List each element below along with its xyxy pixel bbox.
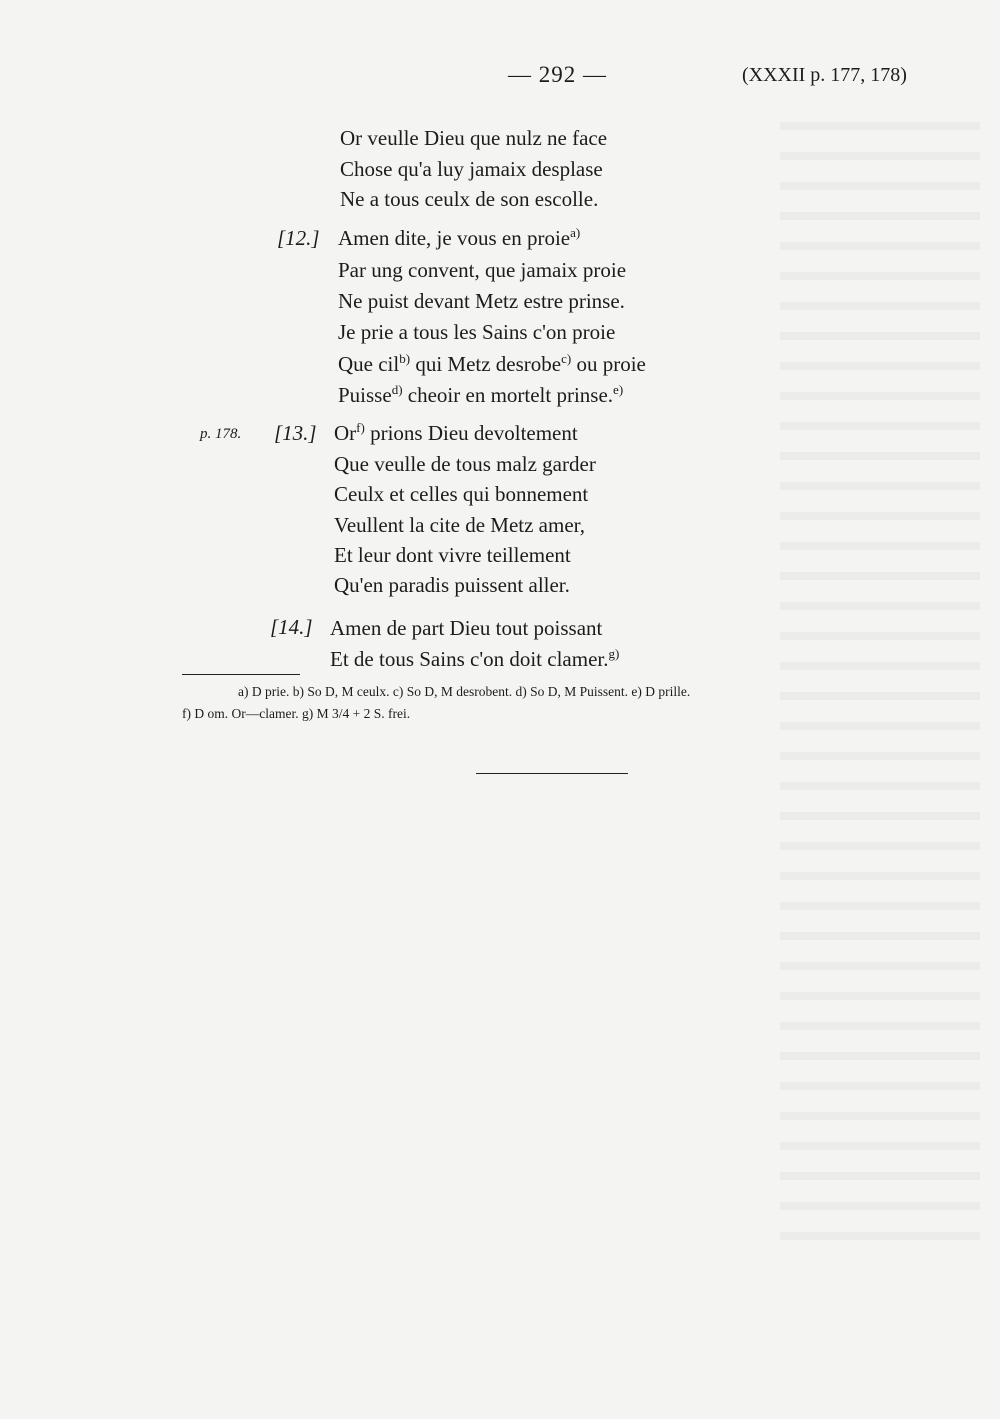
page-marker: p. 178. (200, 426, 242, 442)
verse-line: Or veulle Dieu que nulz ne face (340, 126, 608, 150)
footnote-mark: e) (613, 382, 624, 397)
verse-text: qui Metz desrobe (415, 352, 562, 376)
verse-line: Par ung convent, que jamaix proie (338, 258, 627, 282)
verse-line (330, 645, 619, 673)
verse-line: Amen de part Dieu tout poissant (330, 616, 603, 640)
verse-text: Puisse (338, 383, 392, 407)
verse-text: Et de tous Sains c'on doit clamer. (330, 647, 609, 671)
footnote-mark: b) (399, 351, 411, 366)
footnote-line: f) D om. Or—clamer. g) M 3/4 + 2 S. frei. (182, 706, 411, 721)
verse-line: Chose qu'a luy jamaix desplase (340, 157, 603, 181)
verse-line (334, 419, 578, 447)
footnote-mark: f) (356, 420, 365, 435)
verse-text: Amen dite, je vous en proie (338, 226, 571, 250)
footnote-mark: d) (391, 382, 403, 397)
verse-line: Veullent la cite de Metz amer, (334, 513, 586, 537)
stanza-number: [13.] (274, 421, 317, 445)
verse-text: prions Dieu devoltement (370, 421, 578, 445)
verse-line: Je prie a tous les Sains c'on proie (338, 320, 616, 344)
footnote-mark: g) (608, 646, 620, 661)
verse-text: cheoir en mortelt prinse. (407, 383, 614, 407)
verse-line: Et leur dont vivre teillement (334, 543, 571, 567)
section-divider (476, 773, 628, 774)
verse-line: Ne a tous ceulx de son escolle. (340, 187, 599, 211)
footnote-mark: c) (561, 351, 572, 366)
verse-line: Ne puist devant Metz estre prinse. (338, 289, 625, 313)
verse-line (338, 350, 646, 378)
show-through-shadow (780, 100, 980, 1250)
verse-line (338, 224, 580, 252)
footnote-rule (182, 674, 300, 675)
verse-text: ou proie (576, 352, 646, 376)
stanza-number: [12.] (277, 226, 320, 250)
verse-text: Or (334, 421, 357, 445)
footnote-line: a) D prie. b) So D, M ceulx. c) So D, M desrobent. d) So D, M Puissent. e) D prille. (238, 684, 691, 699)
section-reference: (XXXII p. 177, 178) (742, 64, 907, 86)
verse-line (338, 381, 623, 409)
page-number: — 292 — (508, 62, 607, 87)
verse-line: Que veulle de tous malz garder (334, 452, 596, 476)
running-head (0, 62, 1000, 92)
verse-line: Qu'en paradis puissent aller. (334, 573, 570, 597)
stanza-number: [14.] (270, 615, 313, 639)
verse-line: Ceulx et celles qui bonnement (334, 482, 589, 506)
verse-text: Que cil (338, 352, 400, 376)
footnote-mark: a) (570, 225, 581, 240)
